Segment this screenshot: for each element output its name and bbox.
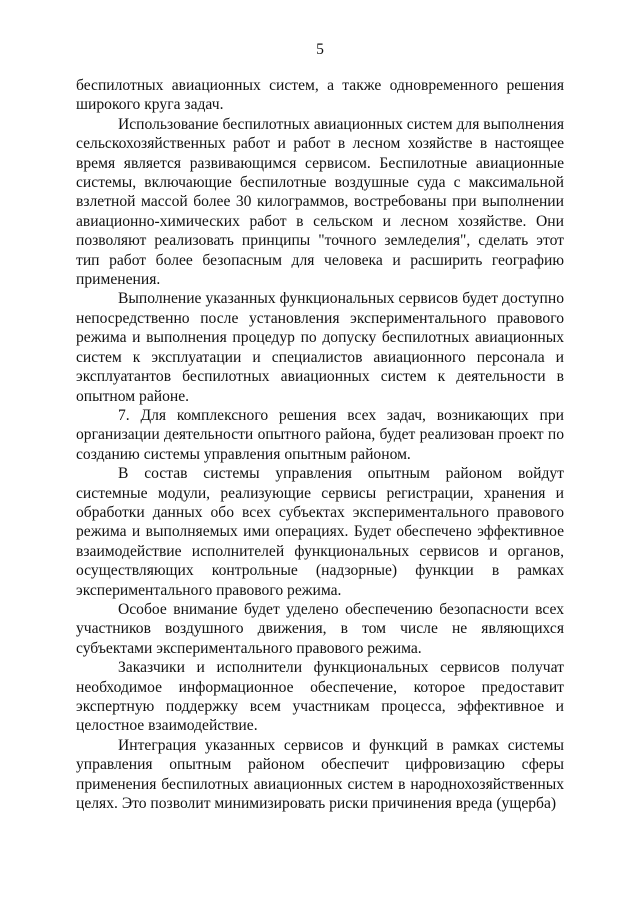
document-body (76, 76, 564, 813)
paragraph-safety: Особое внимание будет уделено обеспечению безопасности всех участников воздушного движения, в том числе не являющихся субъектами экспериментального правового режима. (76, 600, 564, 657)
paragraph-item-7: 7. Для комплексного решения всех задач, возникающих при организации деятельности опытного района, будет реализован проект по созданию системы управления опытным районом. (76, 406, 564, 463)
page-number: 5 (316, 41, 324, 58)
paragraph-customers: Заказчики и исполнители функциональных сервисов получат необходимое информационное обеспечение, которое предоставит экспертную поддержку всем участникам процесса, эффективное и целостное взаимодействие. (76, 659, 564, 735)
paragraph-continuation: беспилотных авиационных систем, а также одновременного решения широкого круга задач. (76, 77, 564, 114)
paragraph-service-availability: Выполнение указанных функциональных сервисов будет доступно непосредственно после установления экспериментального правового режима и выполнения процедур по допуску беспилотных авиационных систем к эксплуатации и специалистов авиационного персонала и эксплуатантов беспилотных авиационных систем к деятельности в опытном районе. (76, 290, 564, 405)
paragraph-agricultural-use: Использование беспилотных авиационных систем для выполнения сельскохозяйственных работ и работ в лесном хозяйстве в настоящее время является развивающимся сервисом. Беспилотные авиационные системы, включающие беспилотные воздушные суда с максимальной взлетной массой более 30 килограммов, востребованы при выполнении авиационно-химических работ в сельском и лесном хозяйстве. Они позволяют реализовать принципы "точного земледелия", сделать этот тип работ более безопасным для человека и расширить географию применения. (76, 115, 564, 289)
paragraph-management-system: В состав системы управления опытным районом войдут системные модули, реализующие сервисы регистрации, хранения и обработки данных обо всех субъектах экспериментального правового режима и выполняемых ими операциях. Будет обеспечено эффективное взаимодействие исполнителей функциональных сервисов и органов, осуществляющих контрольные (надзорные) функции в рамках экспериментального правового режима. (76, 465, 564, 599)
paragraph-integration: Интеграция указанных сервисов и функций в рамках системы управления опытным районом обеспечит цифровизацию сферы применения беспилотных авиационных систем в народнохозяйственных целях. Это позволит минимизировать риски причинения вреда (ущерба) (76, 736, 564, 813)
